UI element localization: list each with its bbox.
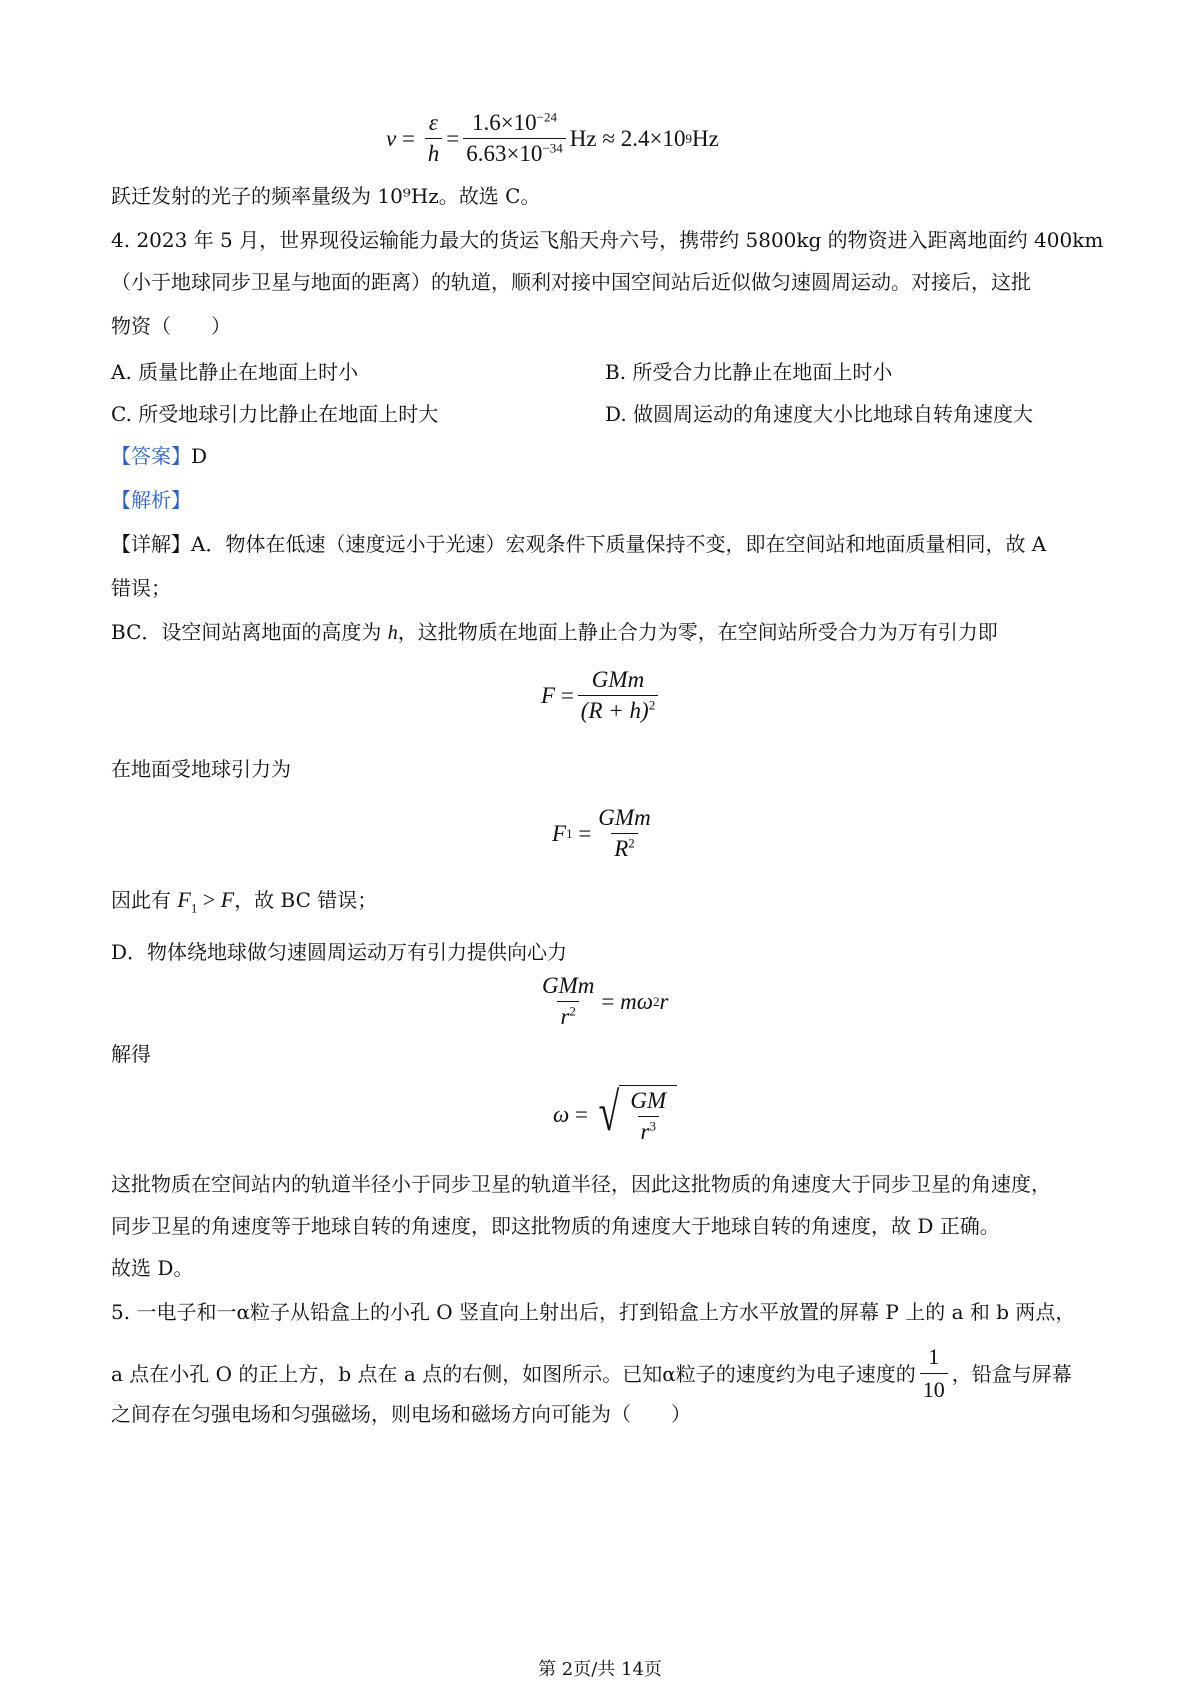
question-4-line-1: 4. 2023 年 5 月，世界现役运输能力最大的货运飞船天舟六号，携带约 5800kg 的物资进入距离地面约 400km	[111, 228, 1104, 252]
formula-gravity-orbit: F = $\frac{\text{GMm}}{(R + h)^2}$	[541, 667, 662, 724]
formula-gravity-ground: F 1 = $\frac{\text{GMm}}{R^2}$	[552, 805, 651, 861]
formula-centripetal: $\frac{\text{GMm}}{r^2}$ = mω 2 r	[542, 973, 669, 1029]
question-4-line-2: （小于地球同步卫星与地面的距离）的轨道，顺利对接中国空间站后近似做匀速圆周运动。对接后，这批	[111, 270, 1031, 294]
detail-line-9: 同步卫星的角速度等于地球自转的角速度，即这批物质的角速度大于地球自转的角速度，故 D 正确。	[111, 1214, 1000, 1238]
question-5-line-2: a 点在小孔 O 的正上方，b 点在 a 点的右侧，如图所示。已知α粒子的速度约为电子速度的 $\frac{1}{10}$ ，铅盒与屏幕	[111, 1344, 1072, 1402]
answer-value: D	[191, 444, 208, 468]
detail-line-5: 因此有 $F_1 > F$，故 BC 错误；	[111, 887, 378, 916]
question-5-line-1: 5. 一电子和一α粒子从铅盒上的小孔 O 竖直向上射出后，打到铅盒上方水平放置的屏幕 P 上的 a 和 b 两点，	[111, 1300, 1076, 1324]
option-c: C. 所受地球引力比静止在地面上时大	[111, 402, 439, 426]
option-b: B. 所受合力比静止在地面上时小	[605, 360, 893, 384]
question-4-line-3: 物资（ ）	[111, 314, 231, 338]
detail-line-3: BC．设空间站离地面的高度为 h，这批物质在地面上静止合力为零，在空间站所受合力为万有引力即	[111, 620, 998, 644]
answer-line	[111, 442, 207, 470]
detail-line-1: 【详解】A．物体在低速（速度远小于光速）宏观条件下质量保持不变，即在空间站和地面质量相同，故 A	[111, 532, 1047, 556]
formula-frequency: ν = $\frac{\varepsilon}{h}$ = $\frac{1.6\times 10^{-24}}{6.63\times 10^{-34}}$ Hz ≈ 2.4×10 9 Hz	[386, 109, 719, 166]
option-d: D. 做圆周运动的角速度大小比地球自转角速度大	[605, 402, 1034, 426]
analysis-tag: 【解析】	[111, 488, 191, 512]
detail-line-6: D．物体绕地球做匀速圆周运动万有引力提供向心力	[111, 940, 568, 964]
detail-line-10: 故选 D。	[111, 1256, 194, 1280]
detail-line-4: 在地面受地球引力为	[111, 757, 291, 781]
detail-line-7: 解得	[111, 1042, 151, 1066]
option-a: A. 质量比静止在地面上时小	[111, 360, 359, 384]
text-line: 跃迁发射的光子的频率量级为 10⁹Hz。故选 C。	[111, 184, 541, 208]
detail-line-2: 错误；	[111, 576, 171, 600]
formula-angular-velocity: ω = √ $\frac{GM}{r^3}$	[553, 1085, 677, 1145]
detail-line-8: 这批物质在空间站内的轨道半径小于同步卫星的轨道半径，因此这批物质的角速度大于同步卫星的角速度，	[111, 1172, 1051, 1196]
answer-tag: 【答案】	[111, 444, 191, 468]
page-footer: 第 2页/共 14页	[538, 1659, 662, 1680]
question-5-line-3: 之间存在匀强电场和匀强磁场，则电场和磁场方向可能为（ ）	[111, 1402, 691, 1426]
